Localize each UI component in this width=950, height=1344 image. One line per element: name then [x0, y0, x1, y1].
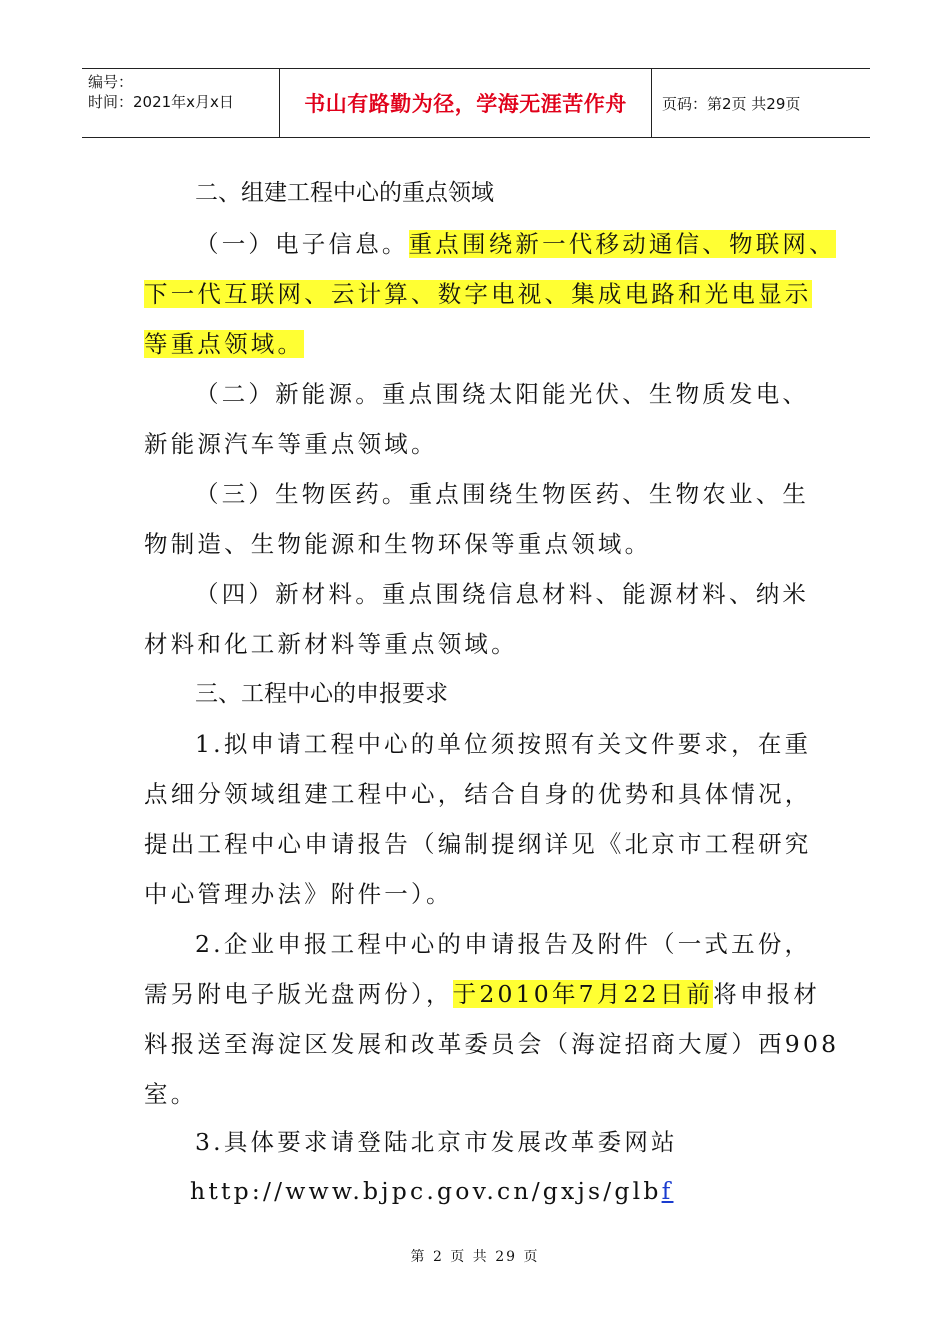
requirement-2-line1: 2.企业申报工程中心的申请报告及附件（一式五份， — [195, 930, 812, 958]
requirement-1-line4: 中心管理办法》附件一）。 — [144, 880, 453, 908]
paragraph-electronics-line1 — [0, 227, 950, 261]
paragraph-new-energy-line2: 新能源汽车等重点领域。 — [144, 430, 438, 458]
requirement-2-text: 需另附电子版光盘两份）， — [144, 980, 453, 1008]
paragraph-biomedicine-line2: 物制造、生物能源和生物环保等重点领域。 — [144, 530, 652, 558]
header-page-info: 页码：第2页 共29页 — [662, 94, 801, 113]
requirement-3-line1: 3.具体要求请登陆北京市发展改革委网站 — [195, 1128, 678, 1156]
highlight-text: 等重点领域。 — [144, 330, 305, 358]
header-meta-cell — [82, 69, 280, 137]
paragraph-electronics-line2 — [0, 277, 950, 311]
highlight-text: 重点围绕新一代移动通信、物联网、 — [408, 230, 836, 258]
paragraph-biomedicine-line1: （三）生物医药。重点围绕生物医药、生物农业、生 — [195, 480, 810, 508]
header-motto: 书山有路勤为径，学海无涯苦作舟 — [280, 69, 652, 137]
highlight-text: 下一代互联网、云计算、数字电视、集成电路和光电显示 — [144, 280, 812, 308]
requirement-1-line3: 提出工程中心申请报告（编制提纲详见《北京市工程研究 — [144, 830, 812, 858]
section-heading-focus-areas: 二、组建工程中心的重点领域 — [195, 180, 494, 206]
requirement-2-line4: 室。 — [144, 1080, 198, 1108]
page-header — [82, 68, 870, 138]
website-url: http://www.bjpc.gov.cn/gxjs/glb — [190, 1177, 662, 1205]
deadline-highlight: 于2010年7月22日前 — [452, 980, 714, 1008]
paragraph-new-energy-line1: （二）新能源。重点围绕太阳能光伏、生物质发电、 — [195, 380, 810, 408]
website-url-link[interactable]: f — [661, 1177, 674, 1205]
requirement-1-line1: 1.拟申请工程中心的单位须按照有关文件要求，在重 — [195, 730, 812, 758]
paragraph-new-materials-line1: （四）新材料。重点围绕信息材料、能源材料、纳米 — [195, 580, 810, 608]
requirement-2-line3: 料报送至海淀区发展和改革委员会（海淀招商大厦）西908 — [144, 1030, 840, 1058]
section-heading-requirements: 三、工程中心的申报要求 — [195, 681, 448, 707]
doc-date: 时间：2021年x月x日 — [88, 93, 234, 111]
requirement-2-text: 将申报材 — [713, 980, 821, 1008]
electronics-label: （一）电子信息。 — [195, 230, 409, 258]
website-url-line — [0, 1174, 950, 1208]
requirement-2-line2 — [0, 977, 950, 1011]
doc-number: 编号： — [88, 73, 134, 91]
paragraph-electronics-line3 — [0, 327, 950, 361]
page-footer: 第 2 页 共 29 页 — [410, 1249, 540, 1265]
paragraph-new-materials-line2: 材料和化工新材料等重点领域。 — [144, 630, 518, 658]
requirement-1-line2: 点细分领域组建工程中心，结合自身的优势和具体情况， — [144, 780, 812, 808]
